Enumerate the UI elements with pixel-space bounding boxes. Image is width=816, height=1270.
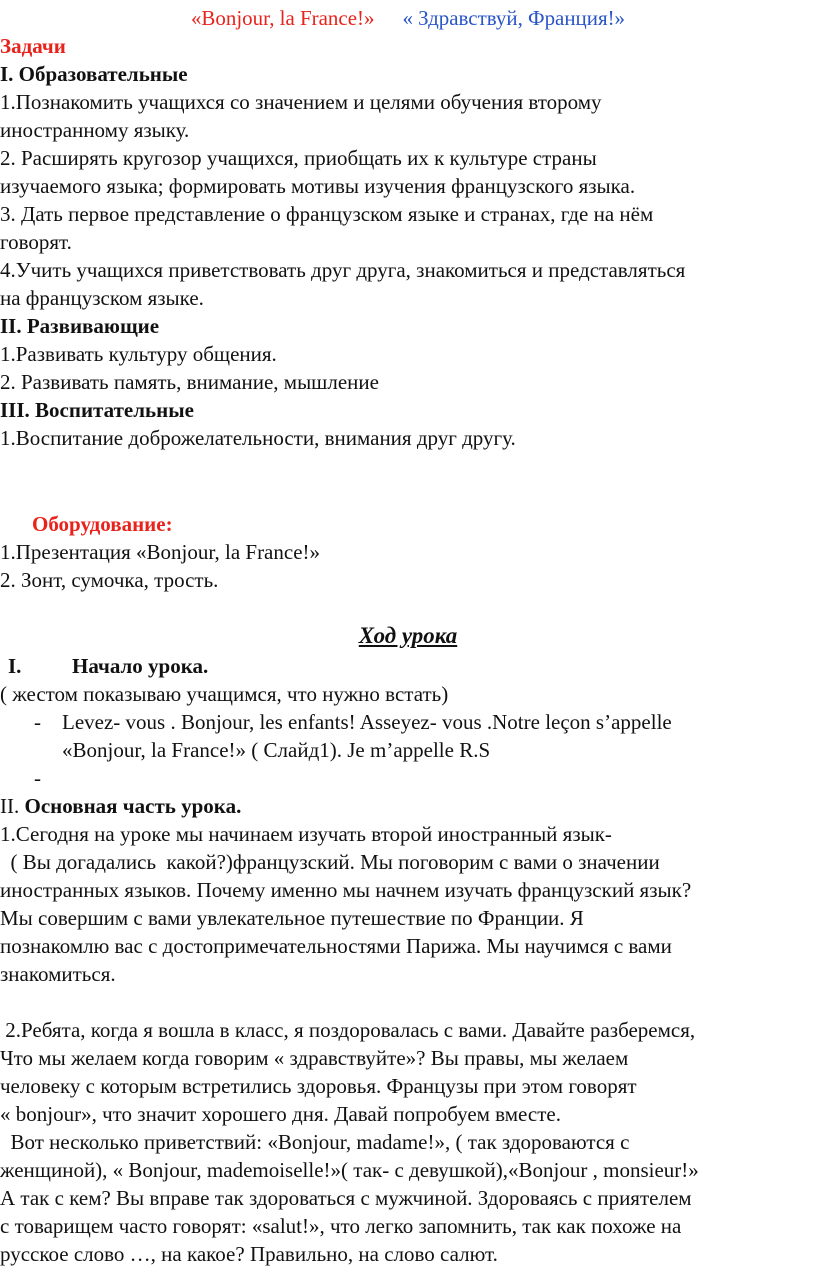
part1-title: Начало урока.	[72, 654, 209, 678]
text-line: «Bonjour, la France!» ( Слайд1). Je m’appelle R.S	[62, 738, 491, 762]
part2-title: Основная часть урока.	[24, 794, 242, 818]
text-line: говорят.	[0, 230, 72, 254]
text-line: 2. Развивать память, внимание, мышление	[0, 370, 379, 394]
text-line: ( Вы догадались какой?)французский. Мы поговорим с вами о значении	[0, 850, 660, 874]
text-line: с товарищем часто говорят: «salut!», что легко запомнить, так как похоже на	[0, 1214, 682, 1238]
text-line: знакомиться.	[0, 962, 116, 986]
text-line: 1.Воспитание доброжелательности, внимания друг другу.	[0, 426, 516, 450]
text-line: 3. Дать первое представление о французском языке и странах, где на нём	[0, 202, 654, 226]
text-line: Вот несколько приветствий: «Bonjour, madame!», ( так здороваются с	[0, 1130, 630, 1154]
text-line: познакомлю вас с достопримечательностями Парижа. Мы научимся с вами	[0, 934, 672, 958]
part2-heading	[0, 792, 241, 820]
text-line: « bonjour», что значит хорошего дня. Давай попробуем вместе.	[0, 1102, 561, 1126]
section-upbringing-title: III. Воспитательные	[0, 398, 194, 422]
text-line: русское слово …, на какое? Правильно, на слово салют.	[0, 1242, 498, 1266]
text-line: женщиной), « Bonjour, mademoiselle!»( так- с девушкой),«Bonjour , monsieur!»	[0, 1158, 699, 1182]
part2-number: II.	[0, 794, 20, 818]
text-line: А так с кем? Вы вправе так здороваться с мужчиной. Здороваясь с приятелем	[0, 1186, 692, 1210]
text-line: человеку с которым встретились здоровья. Французы при этом говорят	[0, 1074, 637, 1098]
part1-number: I.	[8, 654, 22, 678]
text-line: 2.Ребята, когда я вошла в класс, я поздоровалась с вами. Давайте разберемся,	[0, 1018, 696, 1042]
text-line: ( жестом показываю учащимся, что нужно встать)	[0, 682, 449, 706]
equipment-heading: Оборудование:	[32, 512, 173, 536]
text-line: 2. Расширять кругозор учащихся, приобщать их к культуре страны	[0, 146, 597, 170]
list-dash: -	[34, 766, 41, 790]
text-line: 1.Познакомить учащихся со значением и целями обучения второму	[0, 90, 602, 114]
text-line: иностранных языков. Почему именно мы начнем изучать французский язык?	[0, 878, 692, 902]
text-line: Мы совершим с вами увлекательное путешествие по Франции. Я	[0, 906, 584, 930]
title-french: «Bonjour, la France!»	[190, 6, 375, 30]
text-line: Levez- vous . Bonjour, les enfants! Asseyez- vous .Notre leçon s’appelle	[62, 710, 672, 734]
text-line: на французском языке.	[0, 286, 204, 310]
text-line: 1.Презентация «Bonjour, la France!»	[0, 540, 321, 564]
section-educational-title: I. Образовательные	[0, 62, 188, 86]
title-russian: « Здравствуй, Франция!»	[402, 6, 626, 30]
page-title	[0, 4, 816, 32]
text-line: изучаемого языка; формировать мотивы изучения французского языка.	[0, 174, 636, 198]
tasks-heading: Задачи	[0, 34, 66, 58]
text-line: иностранному языку.	[0, 118, 190, 142]
list-dash: -	[34, 710, 41, 734]
lesson-heading: Ход урока	[358, 623, 458, 648]
section-developing-title: II. Развивающие	[0, 314, 160, 338]
text-line: 1.Развивать культуру общения.	[0, 342, 277, 366]
text-line: 1.Сегодня на уроке мы начинаем изучать второй иностранный язык-	[0, 822, 612, 846]
text-line: 2. Зонт, сумочка, трость.	[0, 568, 219, 592]
text-line: 4.Учить учащихся приветствовать друг друга, знакомиться и представляться	[0, 258, 686, 282]
text-line: Что мы желаем когда говорим « здравствуйте»? Вы правы, мы желаем	[0, 1046, 629, 1070]
